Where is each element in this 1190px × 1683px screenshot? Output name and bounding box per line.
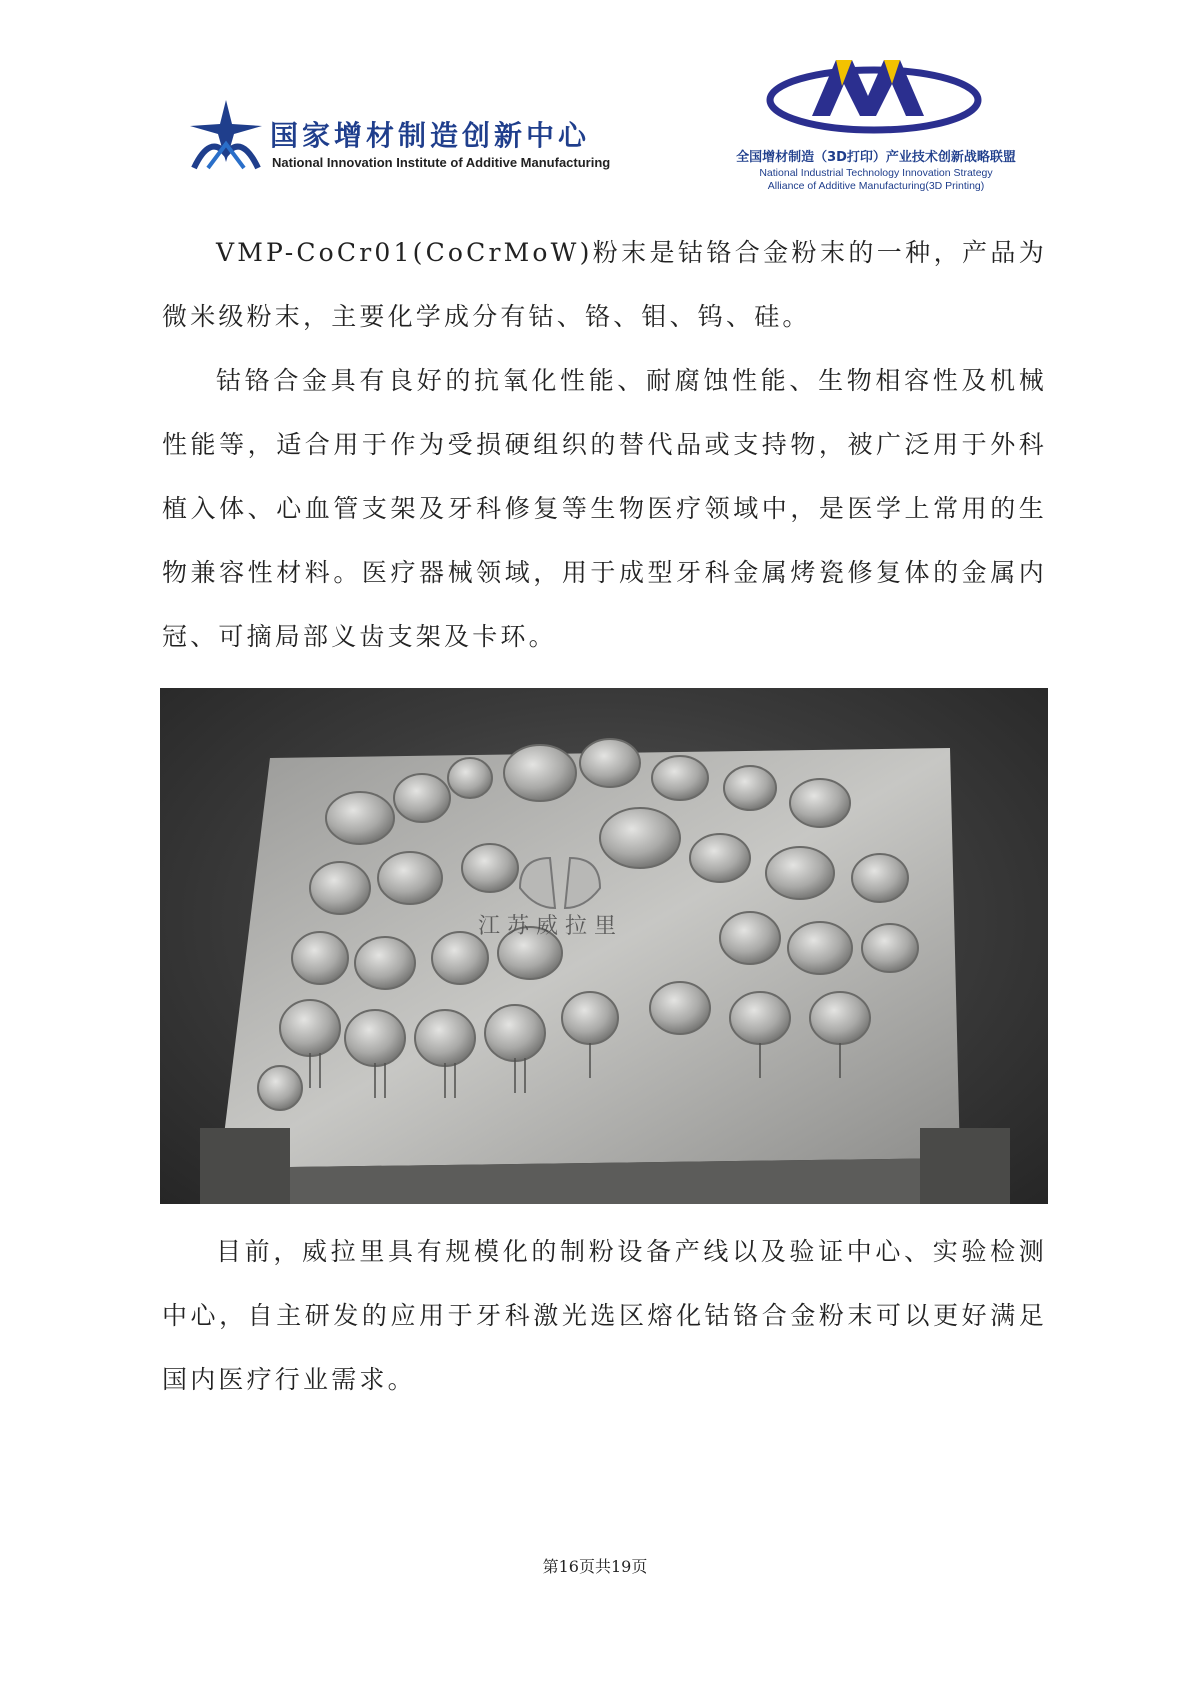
paragraph-current-status: 目前，威拉里具有规模化的制粉设备产线以及验证中心、实验检测中心，自主研发的应用于牙科激光选区熔化钴铬合金粉末可以更好满足国内医疗行业需求。 [162, 1237, 1047, 1394]
photo-watermark: 江 苏 威 拉 里 [478, 914, 616, 939]
paragraph-intro: VMP-CoCr01(CoCrMoW)粉末是钴铬合金粉末的一种，产品为微米级粉末，主要化学成分有钴、铬、钼、钨、硅。 [162, 238, 1047, 331]
right-logo-name-cn: 全国增材制造（3D打印）产业技术创新战略联盟 [736, 150, 1016, 165]
paragraph-properties: 钴铬合金具有良好的抗氧化性能、耐腐蚀性能、生物相容性及机械性能等，适合用于作为受损硬组织的替代品或支持物，被广泛用于外科植入体、心血管支架及牙科修复等生物医疗领域中，是医学上常用的生物兼容性材料。医疗器械领域，用于成型牙科金属烤瓷修复体的金属内冠、可摘局部义齿支架及卡环。 [162, 366, 1047, 651]
page-header [0, 0, 1190, 210]
build-plate-illustration [160, 688, 1048, 1204]
dental-crowns-photo [160, 688, 1048, 1204]
star-arch-logo-icon [186, 98, 266, 172]
left-logo-name-cn: 国家增材制造创新中心 [270, 119, 591, 152]
nimaf-logo [186, 98, 626, 178]
page-number: 第16页共19页 [542, 1557, 648, 1576]
alliance-m-logo-icon [764, 56, 984, 136]
left-logo-name-en: National Innovation Institute of Additive Manufacturing [272, 155, 611, 170]
right-logo-name-en-line1: National Industrial Technology Innovation Strategy [759, 167, 993, 179]
alliance-logo [716, 56, 1036, 196]
right-logo-name-en [716, 167, 1036, 193]
right-logo-name-en-line2: Alliance of Additive Manufacturing(3D Printing) [767, 180, 985, 192]
